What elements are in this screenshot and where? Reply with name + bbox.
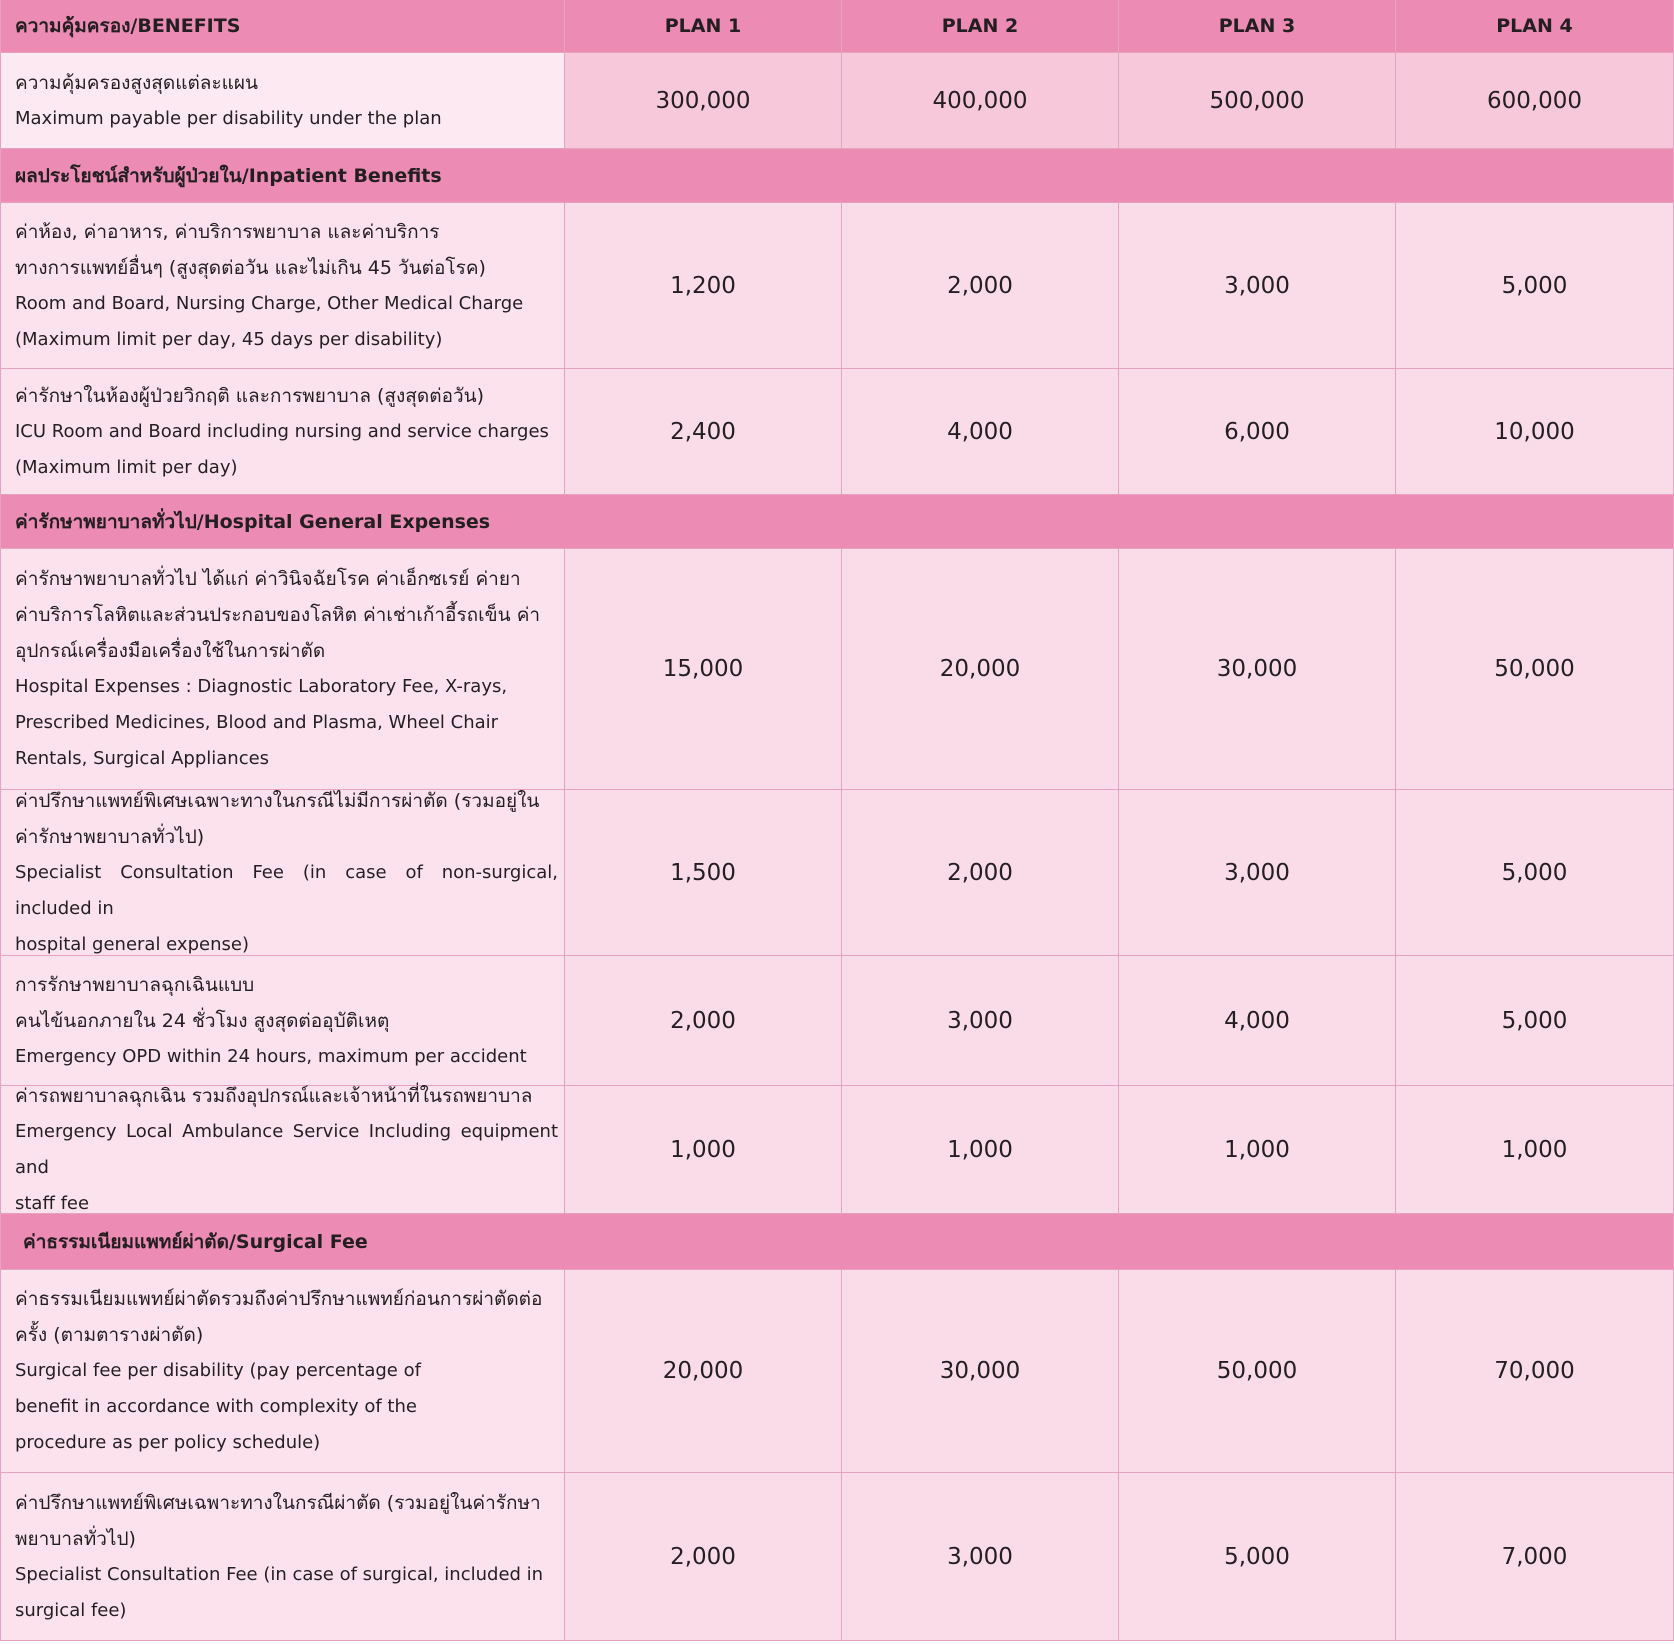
plan-3-value: 6,000 [1119, 369, 1396, 495]
plan-3-value: 500,000 [1119, 53, 1396, 149]
header-plan-3: PLAN 3 [1119, 0, 1396, 53]
benefit-description [0, 1086, 565, 1214]
plan-2-value: 20,000 [842, 549, 1119, 790]
benefit-english-text: Specialist Consultation Fee (in case of non-surgical, included in [15, 861, 558, 919]
benefit-thai-text: อุปกรณ์เครื่องมือเครื่องใช้ในการผ่าตัด [15, 640, 326, 662]
plan-4-value: 600,000 [1396, 53, 1674, 149]
plan-1-value: 1,500 [565, 790, 842, 956]
table-header [0, 0, 1674, 53]
plan-2-value: 3,000 [842, 1473, 1119, 1641]
benefit-thai-text: ค่าธรรมเนียมแพทย์ผ่าตัดรวมถึงค่าปรึกษาแพทย์ก่อนการผ่าตัดต่อ [15, 1288, 543, 1310]
benefit-english-text: Specialist Consultation Fee (in case of surgical, included in [15, 1563, 544, 1585]
header-plan-1: PLAN 1 [565, 0, 842, 53]
benefit-thai-text: การรักษาพยาบาลฉุกเฉินแบบ [15, 973, 255, 996]
plan-2-value: 1,000 [842, 1086, 1119, 1214]
benefit-english-text: (Maximum limit per day, 45 days per disability) [15, 328, 443, 350]
benefit-thai-text: ทางการแพทย์อื่นๆ (สูงสุดต่อวัน และไม่เกิน 45 วันต่อโรค) [15, 256, 486, 279]
benefit-thai-text: ครั้ง (ตามตารางผ่าตัด) [15, 1324, 204, 1346]
benefit-description [0, 1473, 565, 1641]
plan-1-value: 15,000 [565, 549, 842, 790]
benefit-thai-text: ค่าบริการโลหิตและส่วนประกอบของโลหิต ค่าเช่าเก้าอี้รถเข็น ค่า [15, 604, 541, 626]
plan-4-value: 70,000 [1396, 1270, 1674, 1473]
benefit-thai-text: ค่ารักษาในห้องผู้ป่วยวิกฤติ และการพยาบาล (สูงสุดต่อวัน) [15, 384, 485, 407]
plan-2-value: 2,000 [842, 203, 1119, 369]
plan-2-value: 30,000 [842, 1270, 1119, 1473]
benefit-thai-text: ค่าปรึกษาแพทย์พิเศษเฉพาะทางในกรณีผ่าตัด (รวมอยู่ในค่ารักษา [15, 1491, 541, 1514]
benefit-english-text: Maximum payable per disability under the plan [15, 107, 442, 129]
benefit-thai-text: ค่าห้อง, ค่าอาหาร, ค่าบริการพยาบาล และค่าบริการ [15, 220, 440, 243]
benefit-thai-text: คนไข้นอกภายใน 24 ชั่วโมง สูงสุดต่ออุบัติเหตุ [15, 1009, 390, 1032]
benefit-description [0, 1270, 565, 1473]
benefit-english-text: ICU Room and Board including nursing and service charges [15, 420, 549, 442]
table-row [0, 1086, 1674, 1214]
benefit-description [0, 549, 565, 790]
table-row [0, 790, 1674, 956]
table-row [0, 203, 1674, 369]
plan-4-value: 7,000 [1396, 1473, 1674, 1641]
benefit-description [0, 956, 565, 1086]
table-row [0, 956, 1674, 1086]
section-heading-hospital-general: ค่ารักษาพยาบาลทั่วไป/Hospital General Expenses [0, 495, 1674, 549]
table-row [0, 1270, 1674, 1473]
header-benefits: ความคุ้มครอง/BENEFITS [0, 0, 565, 53]
plan-1-value: 2,400 [565, 369, 842, 495]
table-row [0, 1473, 1674, 1641]
plan-3-value: 30,000 [1119, 549, 1396, 790]
plan-1-value: 2,000 [565, 1473, 842, 1641]
plan-3-value: 5,000 [1119, 1473, 1396, 1641]
benefit-thai-text: ค่ารักษาพยาบาลทั่วไป ได้แก่ ค่าวินิจฉัยโรค ค่าเอ็กซเรย์ ค่ายา [15, 568, 521, 590]
plan-1-value: 300,000 [565, 53, 842, 149]
plan-1-value: 1,200 [565, 203, 842, 369]
benefit-description [0, 203, 565, 369]
benefit-english-text: procedure as per policy schedule) [15, 1432, 321, 1453]
plan-2-value: 2,000 [842, 790, 1119, 956]
plan-3-value: 3,000 [1119, 790, 1396, 956]
benefit-english-text: benefit in accordance with complexity of the [15, 1396, 417, 1417]
plan-2-value: 400,000 [842, 53, 1119, 149]
benefit-english-text: Surgical fee per disability (pay percentage of [15, 1360, 421, 1381]
benefit-english-text: staff fee [15, 1192, 90, 1214]
plan-3-value: 50,000 [1119, 1270, 1396, 1473]
benefit-english-text: (Maximum limit per day) [15, 456, 238, 478]
benefit-english-text: surgical fee) [15, 1599, 127, 1621]
plan-4-value: 1,000 [1396, 1086, 1674, 1214]
benefit-thai-text: ความคุ้มครองสูงสุดแต่ละแผน [15, 71, 259, 94]
benefit-thai-text: พยาบาลทั่วไป) [15, 1527, 136, 1550]
benefit-description [0, 369, 565, 495]
plan-1-value: 1,000 [565, 1086, 842, 1214]
plan-2-value: 3,000 [842, 956, 1119, 1086]
section-heading-inpatient: ผลประโยชน์สำหรับผู้ป่วยใน/Inpatient Benefits [0, 149, 1674, 203]
table-row [0, 549, 1674, 790]
benefit-english-text: Emergency Local Ambulance Service Including equipment and [15, 1120, 558, 1178]
benefit-thai-text: ค่ารักษาพยาบาลทั่วไป) [15, 825, 205, 848]
benefit-english-text: hospital general expense) [15, 933, 249, 955]
benefit-description [0, 53, 565, 149]
plan-3-value: 1,000 [1119, 1086, 1396, 1214]
plan-3-value: 4,000 [1119, 956, 1396, 1086]
plan-4-value: 5,000 [1396, 790, 1674, 956]
plan-4-value: 5,000 [1396, 203, 1674, 369]
plan-2-value: 4,000 [842, 369, 1119, 495]
benefit-description [0, 790, 565, 956]
benefit-english-text: Hospital Expenses : Diagnostic Laboratory Fee, X-rays, [15, 676, 508, 697]
benefit-english-text: Room and Board, Nursing Charge, Other Medical Charge [15, 292, 524, 314]
plan-1-value: 20,000 [565, 1270, 842, 1473]
table-row [0, 53, 1674, 149]
benefit-english-text: Prescribed Medicines, Blood and Plasma, Wheel Chair [15, 712, 499, 733]
header-plan-4: PLAN 4 [1396, 0, 1674, 53]
benefit-english-text: Rentals, Surgical Appliances [15, 748, 270, 769]
plan-4-value: 5,000 [1396, 956, 1674, 1086]
benefit-thai-text: ค่าปรึกษาแพทย์พิเศษเฉพาะทางในกรณีไม่มีการผ่าตัด (รวมอยู่ใน [15, 789, 540, 812]
plan-4-value: 10,000 [1396, 369, 1674, 495]
benefit-english-text: Emergency OPD within 24 hours, maximum per accident [15, 1045, 527, 1067]
plan-1-value: 2,000 [565, 956, 842, 1086]
plan-3-value: 3,000 [1119, 203, 1396, 369]
section-heading-surgical: ค่าธรรมเนียมแพทย์ผ่าตัด/Surgical Fee [0, 1214, 1674, 1270]
plan-4-value: 50,000 [1396, 549, 1674, 790]
benefit-thai-text: ค่ารถพยาบาลฉุกเฉิน รวมถึงอุปกรณ์และเจ้าหน้าที่ในรถพยาบาล [15, 1084, 533, 1107]
table-row [0, 369, 1674, 495]
header-plan-2: PLAN 2 [842, 0, 1119, 53]
